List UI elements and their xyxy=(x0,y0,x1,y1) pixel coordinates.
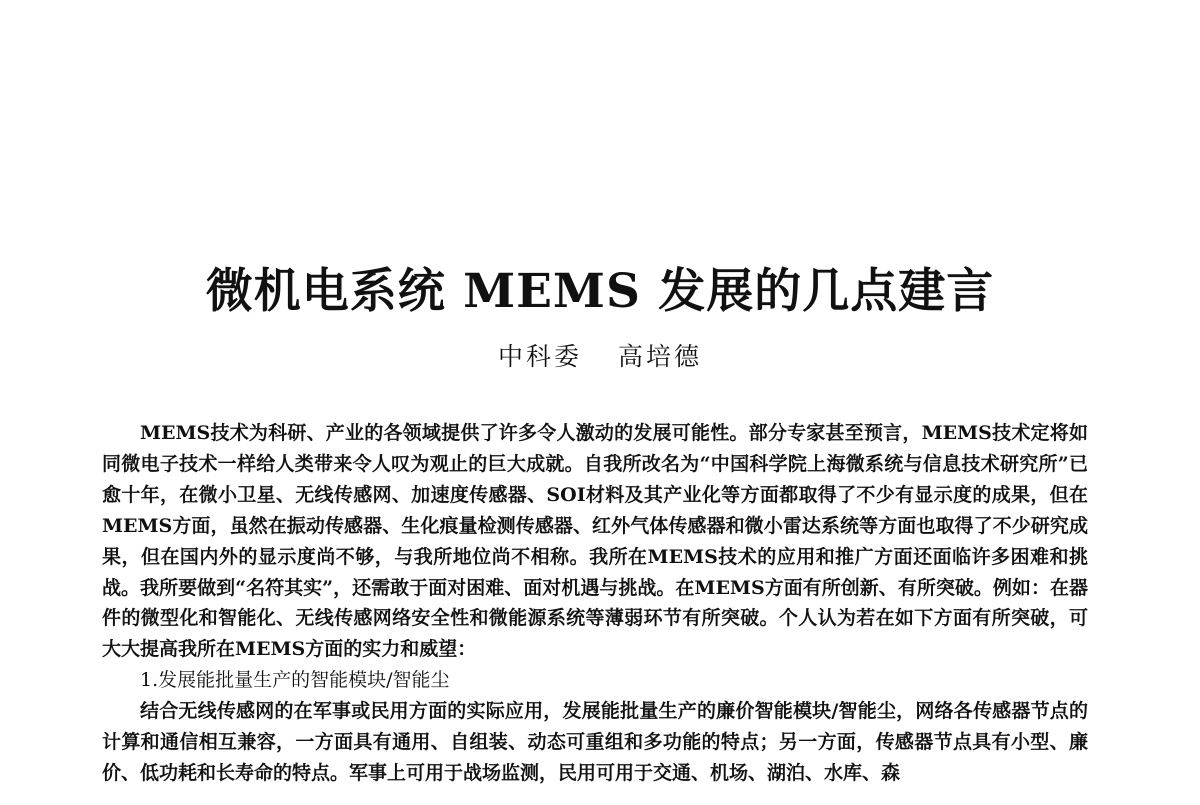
author-name: 高培德 xyxy=(617,342,702,371)
author-line xyxy=(0,337,1200,377)
section-paragraph: 结合无线传感网的在军事或民用方面的实际应用，发展能批量生产的廉价智能模块/智能尘，网络各传感器节点的计算和通信相互兼容，一方面具有通用、自组装、动态可重组和多功能的特点；另一方面，传感器节点具有小型、廉价、低功耗和长寿命的特点。军事上可用于战场监测，民用可用于交通、机场、湖泊、水库、森 xyxy=(102,700,1088,784)
section-heading: 1.发展能批量生产的智能模块/智能尘 xyxy=(140,669,450,692)
intro-paragraph: MEMS技术为科研、产业的各领域提供了许多令人激动的发展可能性。部分专家甚至预言，MEMS技术定将如同微电子技术一样给人类带来令人叹为观止的巨大成就。自我所改名为“中国科学院上海微系统与信息技术研究所”已愈十年，在微小卫星、无线传感网、加速度传感器、SOI材料及其产业化等方面都取得了不少有显示度的成果，但在MEMS方面，虽然在振动传感器、生化痕量检测传感器、红外气体传感器和微小雷达系统等方面也取得了不少研究成果，但在国内外的显示度尚不够，与我所地位尚不相称。我所在MEMS技术的应用和推广方面还面临许多困难和挑战。我所要做到“名符其实”，还需敢于面对困难、面对机遇与挑战。在MEMS方面有所创新、有所突破。例如：在器件的微型化和智能化、无线传感网络安全性和微能源系统等薄弱环节有所突破。个人认为若在如下方面有所突破，可大大提高我所在MEMS方面的实力和威望： xyxy=(102,422,1088,661)
author-organization: 中科委 xyxy=(498,342,583,371)
article-title: 微机电系统 MEMS 发展的几点建言 xyxy=(205,264,995,319)
article-body xyxy=(102,418,1088,789)
